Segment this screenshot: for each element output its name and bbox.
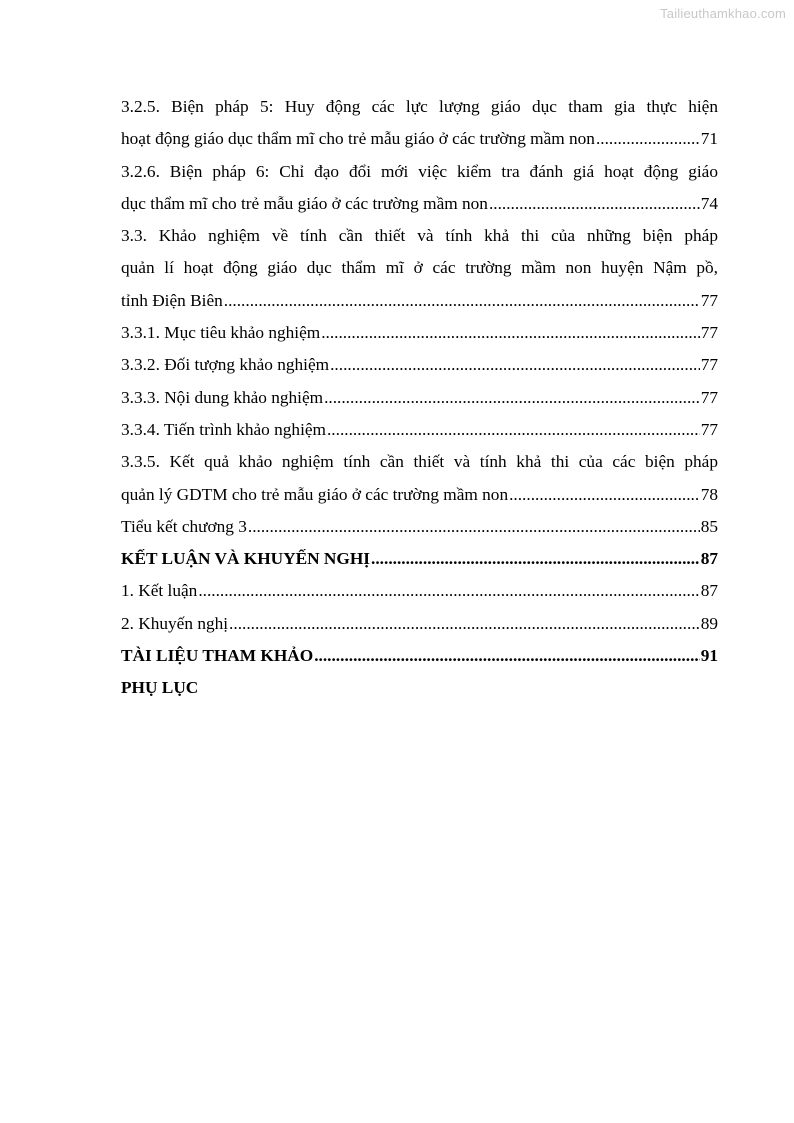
toc-entry-line: 3.3. Khảo nghiệm về tính cần thiết và tính khả thi của những biện pháp bbox=[121, 226, 718, 246]
toc-entry bbox=[121, 220, 718, 317]
toc-entry-title: quản lý GDTM cho trẻ mẫu giáo ở các trường mầm non bbox=[121, 484, 509, 504]
toc-page-number: 74 bbox=[700, 193, 718, 213]
toc-page-number: 87 bbox=[700, 581, 718, 601]
toc-entry bbox=[121, 317, 718, 349]
toc-page-number: 77 bbox=[700, 419, 718, 439]
toc-entry-title: 3.3.3. Nội dung khảo nghiệm bbox=[121, 387, 324, 407]
toc-entry-last-line bbox=[121, 317, 718, 349]
watermark: Tailieuthamkhao.com bbox=[660, 6, 786, 21]
toc-entry-last-line bbox=[121, 608, 718, 640]
toc-entry-line: 3.3.5. Kết quả khảo nghiệm tính cần thiết và tính khả thi của các biện pháp bbox=[121, 452, 718, 472]
toc-entry bbox=[121, 672, 718, 704]
toc-page-number: 87 bbox=[700, 549, 718, 569]
toc-entry-last-line bbox=[121, 123, 718, 155]
toc-entry-title: hoạt động giáo dục thẩm mĩ cho trẻ mẫu giáo ở các trường mầm non bbox=[121, 129, 595, 149]
toc-entry-last-line bbox=[121, 543, 718, 575]
toc-entry-last-line bbox=[121, 640, 718, 672]
toc-page-number: 77 bbox=[700, 290, 718, 310]
toc-entry-title: Tiểu kết chương 3 bbox=[121, 516, 247, 536]
dot-leader bbox=[330, 349, 700, 381]
toc-entry-last-line bbox=[121, 511, 718, 543]
dot-leader bbox=[509, 479, 700, 511]
toc-entry-title: 2. Khuyến nghị bbox=[121, 613, 229, 633]
toc-entry bbox=[121, 575, 718, 607]
toc-entry bbox=[121, 414, 718, 446]
toc-entry-last-line bbox=[121, 479, 718, 511]
toc-entry-title: 3.3.4. Tiến trình khảo nghiệm bbox=[121, 419, 326, 439]
dot-leader bbox=[248, 511, 700, 543]
toc-page-number: 91 bbox=[700, 646, 718, 666]
dot-leader bbox=[198, 575, 699, 607]
toc-entry-last-line bbox=[121, 188, 718, 220]
dot-leader bbox=[224, 285, 700, 317]
toc-entry-title: tỉnh Điện Biên bbox=[121, 290, 223, 310]
toc-entry bbox=[121, 349, 718, 381]
toc-entry-last-line bbox=[121, 414, 718, 446]
toc-entry bbox=[121, 91, 718, 156]
dot-leader bbox=[489, 188, 700, 220]
toc-page-number: 71 bbox=[700, 129, 718, 149]
toc-page-number: 77 bbox=[700, 387, 718, 407]
dot-leader bbox=[371, 543, 700, 575]
toc-entry-title: KẾT LUẬN VÀ KHUYẾN NGHỊ bbox=[121, 549, 371, 569]
toc-entry-line: 3.2.6. Biện pháp 6: Chỉ đạo đổi mới việc kiểm tra đánh giá hoạt động giáo bbox=[121, 161, 718, 181]
toc-entry bbox=[121, 446, 718, 511]
toc-entry-last-line bbox=[121, 285, 718, 317]
toc-entry-title: 3.3.2. Đối tượng khảo nghiệm bbox=[121, 355, 330, 375]
table-of-contents bbox=[121, 91, 718, 705]
toc-page-number: 77 bbox=[700, 355, 718, 375]
toc-entry bbox=[121, 640, 718, 672]
toc-entry-title: TÀI LIỆU THAM KHẢO bbox=[121, 646, 314, 666]
toc-entry-line: quản lí hoạt động giáo dục thẩm mĩ ở các trường mầm non huyện Nậm pồ, bbox=[121, 258, 718, 278]
toc-entry-last-line bbox=[121, 349, 718, 381]
toc-entry-line: 3.2.5. Biện pháp 5: Huy động các lực lượng giáo dục tham gia thực hiện bbox=[121, 97, 718, 116]
dot-leader bbox=[324, 382, 700, 414]
toc-page-number: 78 bbox=[700, 484, 718, 504]
dot-leader bbox=[321, 317, 700, 349]
toc-entry bbox=[121, 608, 718, 640]
toc-entry-last-line bbox=[121, 382, 718, 414]
toc-page-number: 85 bbox=[700, 516, 718, 536]
toc-entry-title: 1. Kết luận bbox=[121, 581, 198, 601]
toc-entry-title: dục thẩm mĩ cho trẻ mẫu giáo ở các trường mầm non bbox=[121, 193, 488, 213]
toc-entry bbox=[121, 543, 718, 575]
dot-leader bbox=[229, 608, 700, 640]
dot-leader bbox=[327, 414, 700, 446]
toc-page-number: 77 bbox=[700, 323, 718, 343]
toc-entry bbox=[121, 156, 718, 221]
toc-entry bbox=[121, 382, 718, 414]
toc-entry bbox=[121, 511, 718, 543]
toc-entry-last-line bbox=[121, 575, 718, 607]
toc-entry-title: 3.3.1. Mục tiêu khảo nghiệm bbox=[121, 323, 321, 343]
dot-leader bbox=[314, 640, 700, 672]
toc-entry-title: PHỤ LỤC bbox=[121, 678, 199, 698]
dot-leader bbox=[596, 123, 700, 155]
toc-page-number: 89 bbox=[700, 613, 718, 633]
